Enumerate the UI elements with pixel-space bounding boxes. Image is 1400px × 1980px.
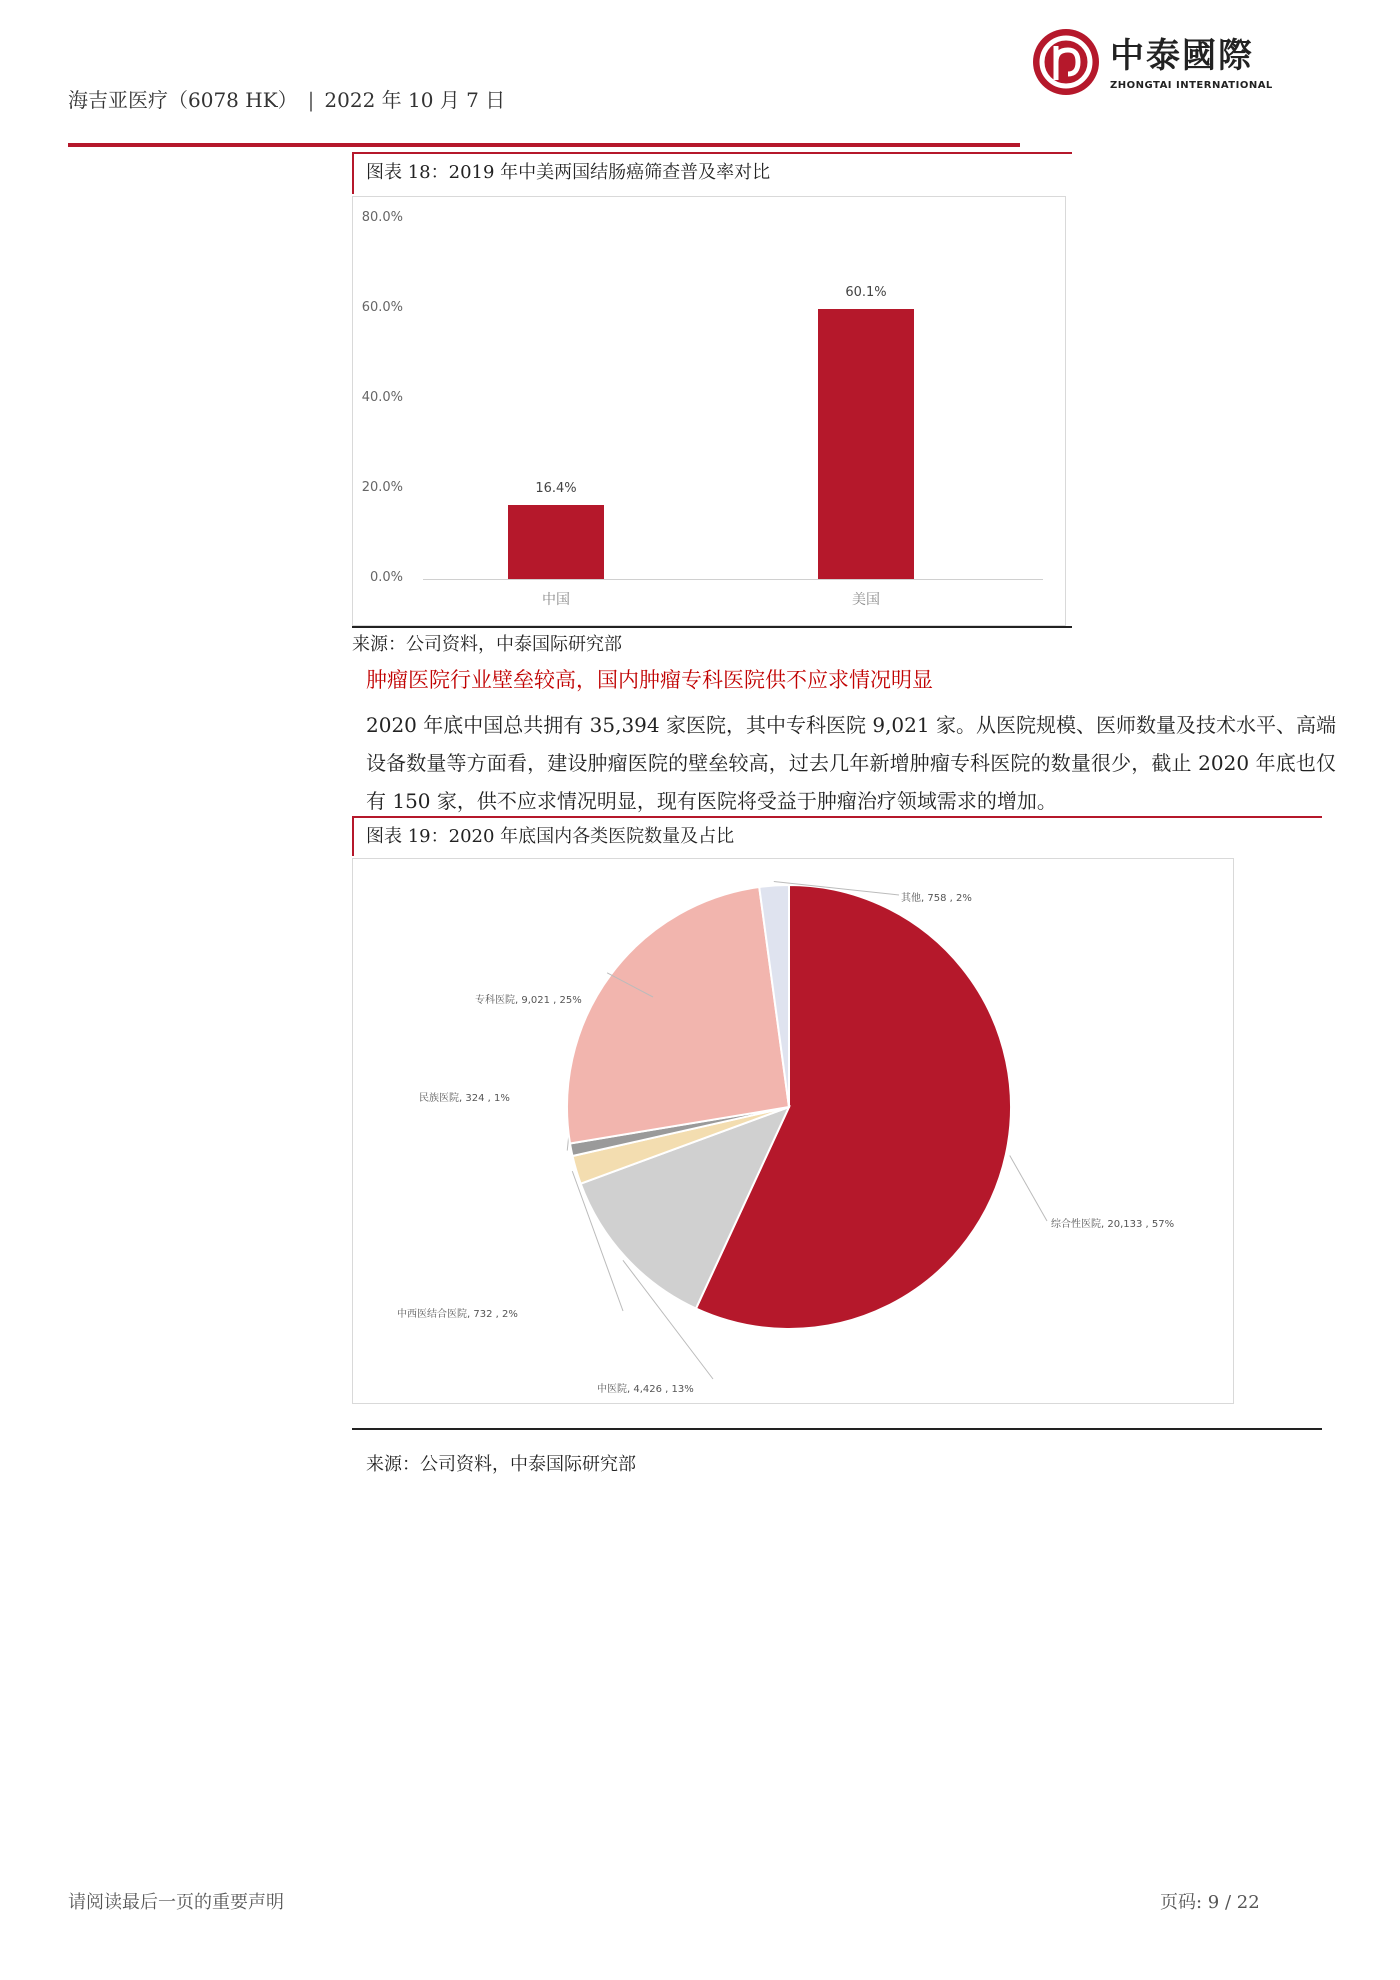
y-tick: 0.0% [369, 570, 403, 585]
y-tick: 20.0% [361, 480, 403, 495]
fig18-caption: 图表 18：2019 年中美两国结肠癌筛查普及率对比 [366, 162, 771, 183]
fig19-bottom-rule [352, 1428, 1322, 1430]
pie-label-general: 综合性医院, 20,133 , 57% [1051, 1219, 1175, 1230]
header-rule [68, 143, 1020, 147]
fig18-side-rule [352, 152, 354, 194]
header-info [68, 84, 505, 113]
fig19-caption: 图表 19：2020 年底国内各类医院数量及占比 [366, 826, 735, 847]
section-title: 肿瘤医院行业壁垒较高，国内肿瘤专科医院供不应求情况明显 [366, 668, 933, 692]
category-label-china: 中国 [542, 592, 570, 608]
y-tick: 60.0% [361, 300, 403, 315]
fig19-top-rule [352, 816, 1322, 818]
report-date: 2022 年 10 月 7 日 [324, 88, 506, 112]
baseline [423, 579, 1043, 580]
fig19-source: 来源：公司资料，中泰国际研究部 [366, 1454, 636, 1475]
fig18-bottom-rule [352, 626, 1072, 628]
category-label-usa: 美国 [852, 592, 880, 608]
data-label-china: 16.4% [535, 481, 577, 497]
logo-subtitle: ZHONGTAI INTERNATIONAL [1110, 80, 1273, 91]
data-label-usa: 60.1% [845, 284, 887, 300]
fig18-source: 来源：公司资料，中泰国际研究部 [352, 634, 622, 655]
logo-name: 中泰國際 [1110, 36, 1254, 76]
header-separator: | [307, 88, 315, 112]
bar-usa [818, 309, 914, 579]
pie-label-other: 其他, 758 , 2% [901, 893, 972, 904]
pie-chart [353, 859, 1233, 1403]
pie-slice-specialty [567, 887, 789, 1143]
pie-label-tcm: 中医院, 4,426 , 13% [597, 1384, 694, 1395]
fig18-top-rule [352, 152, 1072, 154]
section-paragraph: 2020 年底中国总共拥有 35,394 家医院，其中专科医院 9,021 家。从医院规模、医师数量及技术水平、高端设备数量等方面看，建设肿瘤医院的壁垒较高，过去几年新增肿瘤专科医院的数量很少，截止 2020 年底也仅有 150 家，供不应求情况明显，现有医院将受益于肿瘤治疗领域需求的增加。 [366, 713, 1336, 813]
company-name: 海吉亚医疗（6078 HK） [68, 88, 298, 112]
y-tick: 80.0% [361, 210, 403, 225]
page-number: 页码: 9 / 22 [1160, 1892, 1260, 1913]
bar-chart-frame [352, 196, 1066, 626]
pie-label-ethnic: 民族医院, 324 , 1% [419, 1093, 510, 1104]
pie-label-integrated: 中西医结合医院, 732 , 2% [397, 1309, 518, 1320]
pie-leader-line [1010, 1155, 1047, 1221]
fig19-side-rule [352, 816, 354, 856]
pie-label-specialty: 专科医院, 9,021 , 25% [475, 995, 582, 1006]
pie-chart-frame [352, 858, 1234, 1404]
bar-china [508, 505, 604, 579]
footer-disclaimer: 请阅读最后一页的重要声明 [68, 1892, 284, 1913]
y-tick: 40.0% [361, 390, 403, 405]
